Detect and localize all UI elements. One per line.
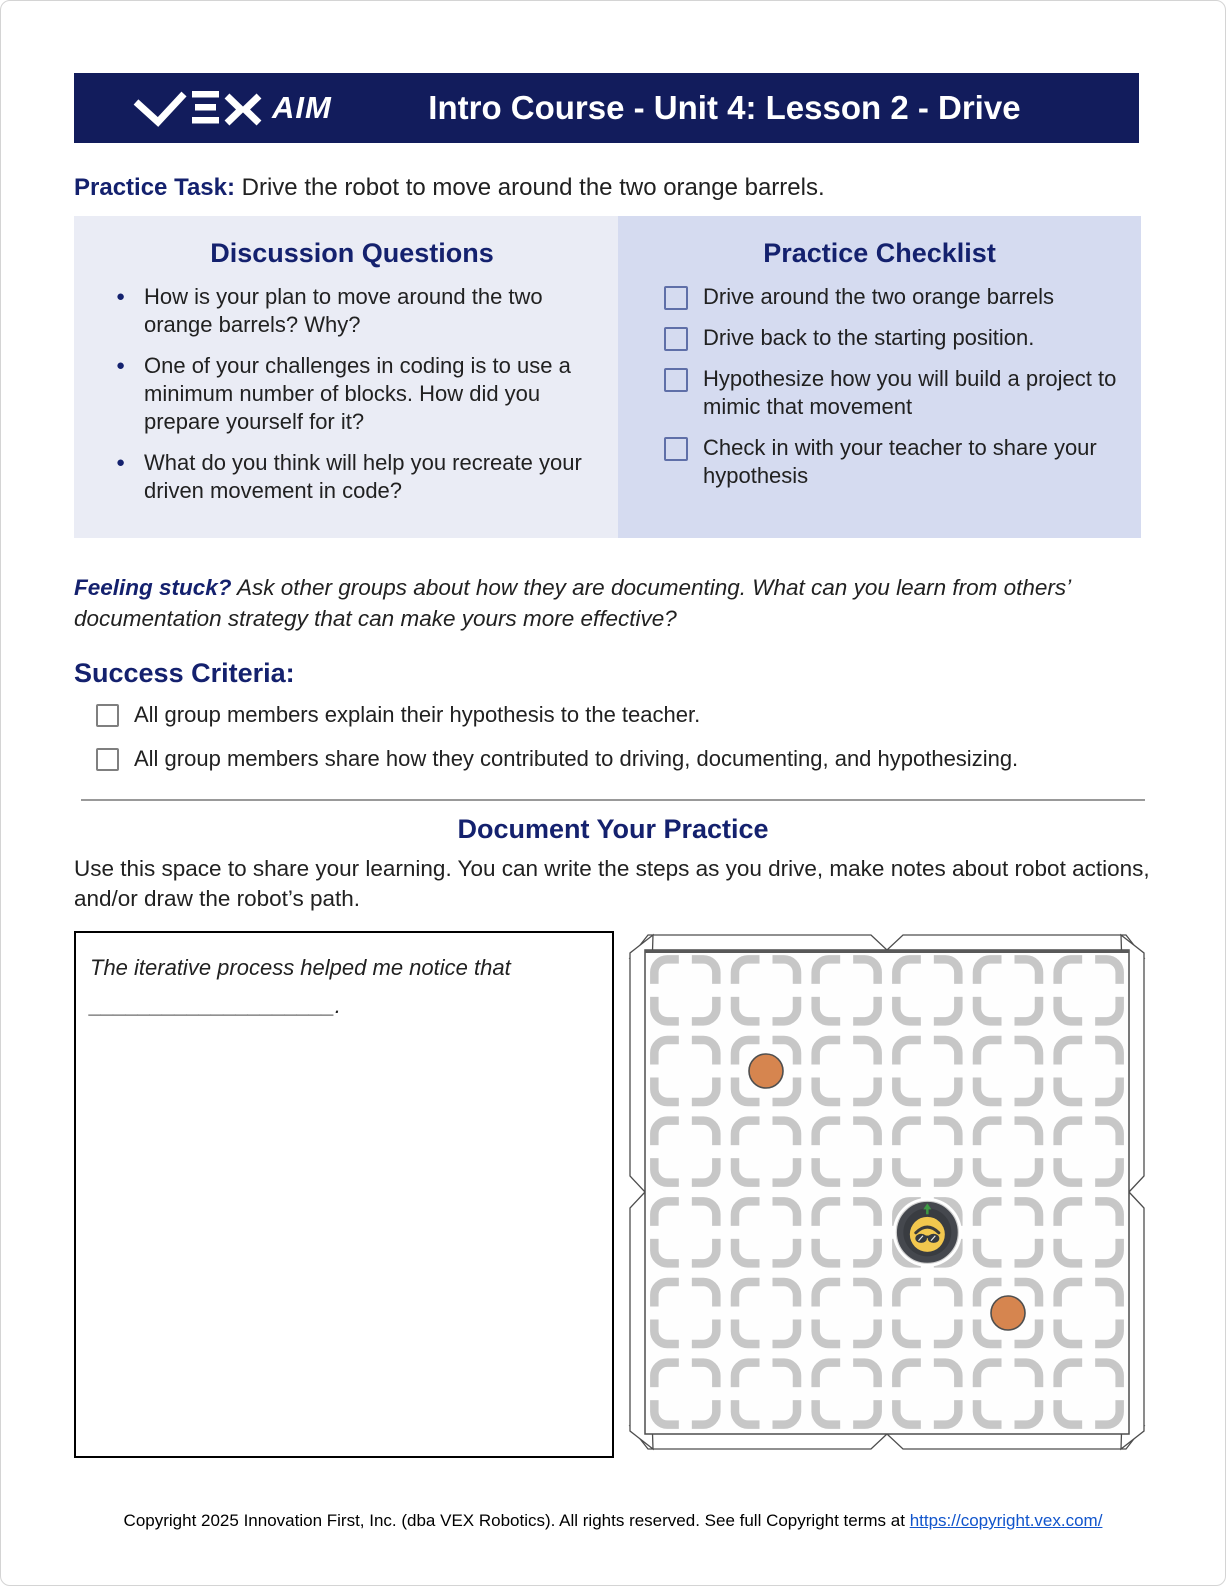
success-criteria-item xyxy=(96,701,1152,729)
checklist-item-label: Check in with your teacher to share your hypothesis xyxy=(703,435,1097,488)
checklist-item-label: Drive around the two orange barrels xyxy=(703,284,1054,309)
discussion-list xyxy=(98,283,606,505)
discussion-question xyxy=(116,283,596,339)
copyright-link[interactable]: https://copyright.vex.com/ xyxy=(909,1511,1103,1530)
discussion-questions-panel xyxy=(74,216,618,538)
checklist-item-label: Hypothesize how you will build a project to mimic that movement xyxy=(703,366,1117,419)
page-title: Intro Course - Unit 4: Lesson 2 - Drive xyxy=(428,89,1021,126)
document-practice-intro: Use this space to share your learning. You can write the steps as you drive, make notes about robot actions, and/or draw the robot’s path. xyxy=(74,856,1150,911)
workspace xyxy=(74,931,1152,1461)
field-image xyxy=(622,927,1152,1457)
success-criteria-label: All group members explain their hypothesis to the teacher. xyxy=(134,702,701,727)
practice-task xyxy=(74,173,1152,203)
checklist-item xyxy=(664,324,1131,352)
orange-barrel xyxy=(749,1054,783,1088)
vex-aim-field xyxy=(622,927,1152,1457)
checklist-item xyxy=(664,283,1131,311)
checkbox[interactable] xyxy=(96,748,119,771)
discussion-question xyxy=(116,352,596,436)
checklist-list xyxy=(664,283,1131,490)
discussion-question-text: What do you think will help you recreate your driven movement in code? xyxy=(144,450,582,503)
practice-task-text: Drive the robot to move around the two orange barrels. xyxy=(234,174,825,201)
vex-aim-logo xyxy=(132,86,332,130)
field-surface xyxy=(645,950,1129,1434)
copyright-footer xyxy=(1,1511,1225,1531)
practice-checklist-panel xyxy=(618,216,1141,538)
document-practice-title: Document Your Practice xyxy=(457,814,769,844)
notes-text: The iterative process helped me notice that ____________________. xyxy=(90,955,511,1018)
discussion-title: Discussion Questions xyxy=(210,238,494,268)
success-criteria-label: All group members share how they contributed to driving, documenting, and hypothesizing. xyxy=(134,746,1019,771)
checkbox[interactable] xyxy=(664,286,688,310)
feeling-stuck-text: Ask other groups about how they are documenting. What can you learn from others’ documentation strategy that can make yours more effective? xyxy=(74,575,1070,631)
success-criteria-item xyxy=(96,745,1152,773)
copyright-text: Copyright 2025 Innovation First, Inc. (dba VEX Robotics). All rights reserved. See full Copyright terms at xyxy=(123,1511,910,1530)
checklist-item-label: Drive back to the starting position. xyxy=(703,325,1035,350)
checkbox[interactable] xyxy=(96,704,119,727)
checkbox[interactable] xyxy=(664,437,688,461)
columns-section xyxy=(74,216,1152,538)
vex-logo-mark xyxy=(132,86,262,130)
discussion-question-text: One of your challenges in coding is to use a minimum number of blocks. How did you prepare yourself for it? xyxy=(144,353,571,434)
practice-task-label: Practice Task: xyxy=(74,174,235,201)
section-divider xyxy=(81,799,1145,801)
notes-box[interactable] xyxy=(74,931,614,1458)
header-bar xyxy=(74,73,1139,143)
success-criteria-title: Success Criteria: xyxy=(74,658,295,688)
robot-face xyxy=(910,1217,945,1252)
checkbox[interactable] xyxy=(664,327,688,351)
checklist-item xyxy=(664,365,1131,421)
checklist-item xyxy=(664,434,1131,490)
orange-barrel xyxy=(991,1296,1025,1330)
checkbox[interactable] xyxy=(664,368,688,392)
success-criteria-list xyxy=(96,701,1152,773)
checklist-title: Practice Checklist xyxy=(763,238,996,268)
feeling-stuck-label: Feeling stuck? xyxy=(74,575,232,600)
feeling-stuck xyxy=(74,572,1152,634)
discussion-question-text: How is your plan to move around the two orange barrels? Why? xyxy=(144,284,543,337)
discussion-question xyxy=(116,449,596,505)
logo-aim-text: AIM xyxy=(272,90,332,125)
